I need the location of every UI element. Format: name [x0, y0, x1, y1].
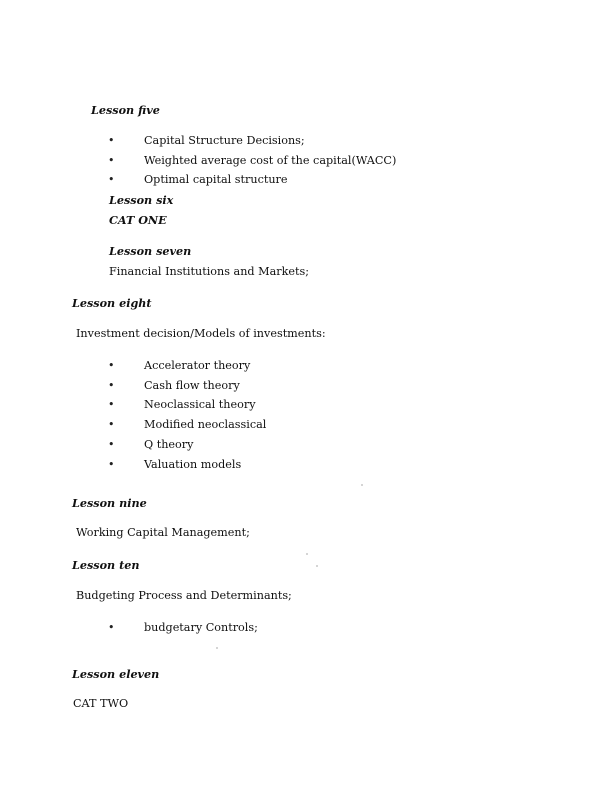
bullet-icon: •: [108, 154, 115, 167]
lesson-seven-text: Financial Institutions and Markets;: [109, 265, 309, 278]
scan-speck: [216, 647, 218, 649]
lesson-ten-item: budgetary Controls;: [144, 621, 258, 634]
lesson-eight-item: Q theory: [144, 438, 194, 451]
bullet-icon: •: [108, 173, 115, 186]
lesson-eight-item: Cash flow theory: [144, 379, 240, 392]
bullet-icon: •: [108, 359, 115, 372]
lesson-eight-intro: Investment decision/Models of investments:: [76, 327, 326, 340]
lesson-five-item: Optimal capital structure: [144, 173, 288, 186]
lesson-seven-heading: Lesson seven: [109, 244, 192, 258]
bullet-icon: •: [108, 134, 115, 147]
lesson-ten-heading: Lesson ten: [72, 558, 140, 572]
bullet-icon: •: [108, 418, 115, 431]
lesson-six-heading: Lesson six: [109, 193, 174, 207]
lesson-six-text: CAT ONE: [109, 213, 167, 227]
bullet-icon: •: [108, 438, 115, 451]
scan-speck: [306, 553, 308, 555]
scan-speck: [316, 565, 318, 567]
bullet-icon: •: [108, 621, 115, 634]
lesson-five-heading: Lesson five: [91, 103, 160, 117]
bullet-icon: •: [108, 398, 115, 411]
lesson-eight-item: Modified neoclassical: [144, 418, 267, 431]
lesson-five-item: Weighted average cost of the capital(WACC): [144, 154, 397, 167]
lesson-five-item: Capital Structure Decisions;: [144, 134, 305, 147]
lesson-nine-heading: Lesson nine: [72, 496, 147, 510]
lesson-eleven-heading: Lesson eleven: [72, 667, 160, 681]
lesson-eight-item: Accelerator theory: [144, 359, 251, 372]
bullet-icon: •: [108, 458, 115, 471]
lesson-nine-text: Working Capital Management;: [76, 526, 250, 539]
lesson-eight-heading: Lesson eight: [72, 296, 152, 310]
lesson-eleven-text: CAT TWO: [73, 697, 129, 710]
lesson-eight-item: Neoclassical theory: [144, 398, 256, 411]
scan-speck: [361, 484, 363, 486]
lesson-eight-item: Valuation models: [144, 458, 242, 471]
lesson-ten-text: Budgeting Process and Determinants;: [76, 589, 292, 602]
bullet-icon: •: [108, 379, 115, 392]
